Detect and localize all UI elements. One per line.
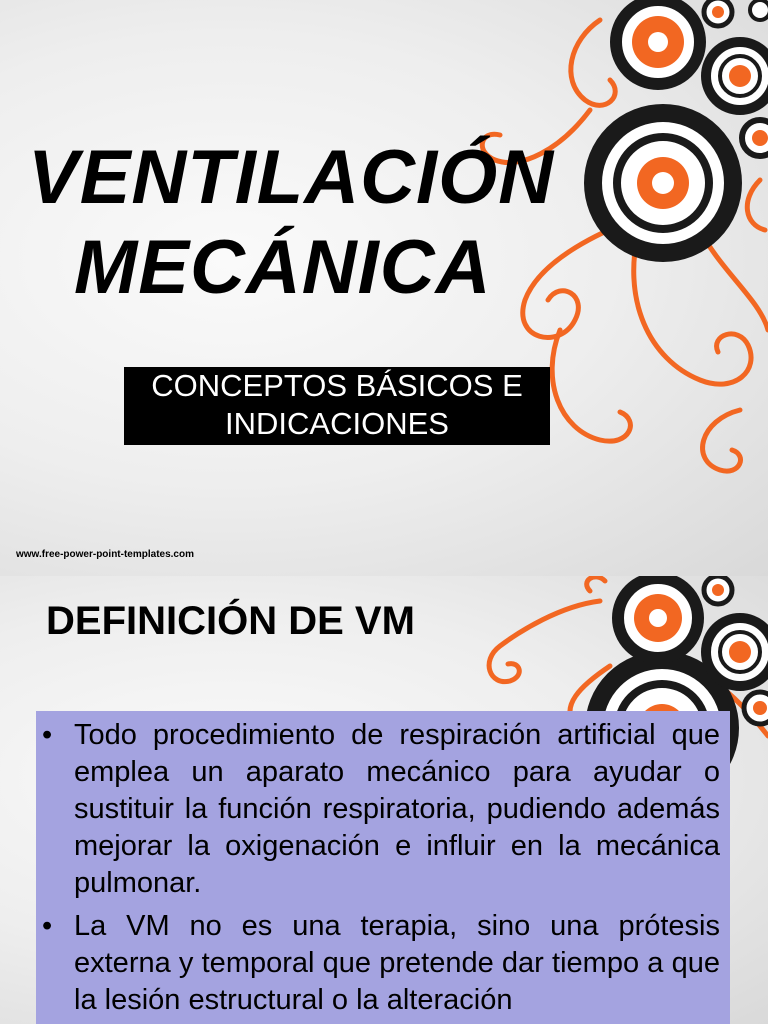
footer-url: www.free-power-point-templates.com — [16, 549, 194, 560]
slide-2 — [0, 576, 768, 1024]
bullet-marker: • — [42, 719, 53, 751]
list-item — [36, 717, 720, 902]
title-line-2: MECÁNICA — [74, 225, 492, 310]
subtitle-box — [124, 367, 550, 445]
subtitle-line-1: CONCEPTOS BÁSICOS E — [151, 368, 523, 403]
bullet-text: Todo procedimiento de respiración artificial que emplea un aparato mecánico para ayudar o sustituir la función respiratoria, pudiendo además mejorar la oxigenación e influir en la mecánica pulmonar. — [74, 719, 720, 899]
bullet-marker: • — [42, 910, 53, 942]
title-line-1: VENTILACIÓN — [28, 135, 555, 220]
bullet-text: La VM no es una terapia, sino una prótesis externa y temporal que pretende dar tiempo a que la lesión estructural o la alteración — [74, 910, 720, 1016]
definition-title: DEFINICIÓN DE VM — [46, 599, 415, 643]
content-box — [36, 711, 730, 1024]
list-item — [36, 908, 720, 1019]
bullet-list — [36, 711, 730, 1019]
subtitle-line-2: INDICACIONES — [225, 406, 449, 441]
